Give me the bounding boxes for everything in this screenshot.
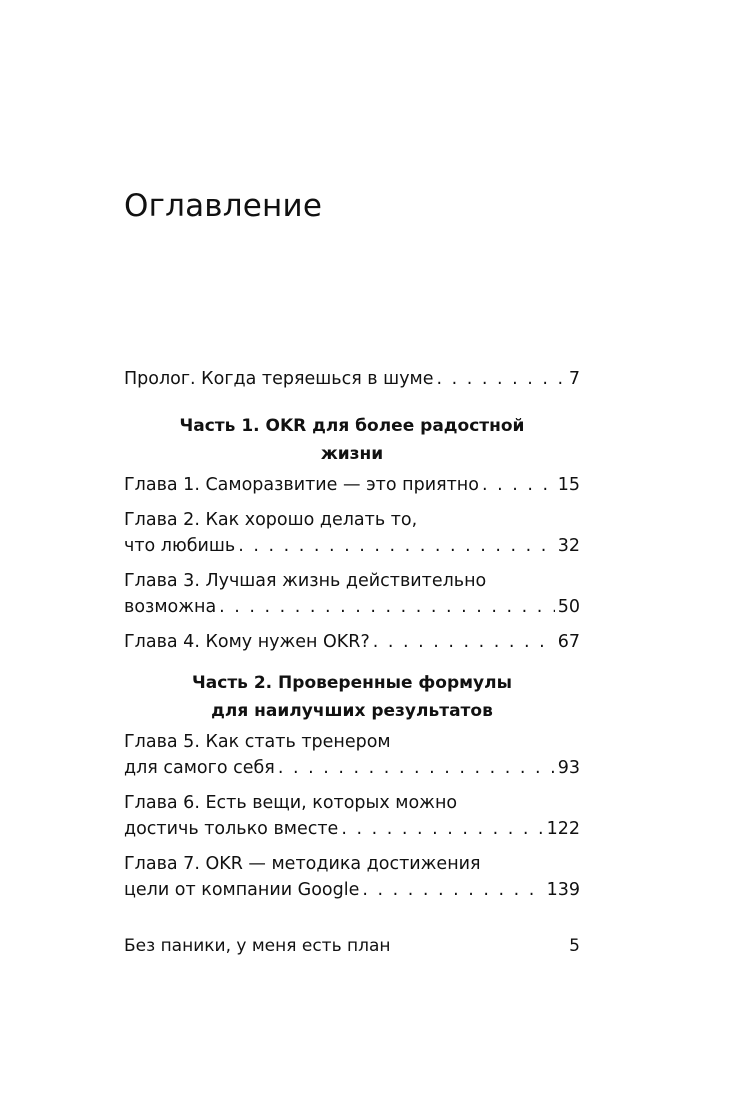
toc-entry-title: Глава 7. OKR — методика достижения: [124, 854, 481, 874]
toc-entry-chapter-3[interactable]: [124, 568, 580, 620]
toc-page-number: 50: [557, 597, 580, 617]
toc-page-number: 32: [557, 536, 580, 556]
toc-entry-title-continued: цели от компании Google: [124, 880, 360, 900]
toc-entry-title-continued: для самого себя: [124, 758, 275, 778]
page-title: Оглавление: [124, 188, 323, 224]
toc-page-number: 67: [557, 632, 580, 652]
dot-leader: [219, 594, 555, 620]
table-of-contents: [124, 366, 580, 903]
dot-leader: [278, 755, 555, 781]
toc-entry-chapter-5[interactable]: [124, 729, 580, 781]
toc-entry-title: Пролог. Когда теряешься в шуме: [124, 369, 434, 389]
toc-entry-chapter-7[interactable]: [124, 851, 580, 903]
toc-entry-title: Глава 3. Лучшая жизнь действительно: [124, 571, 487, 591]
part-heading-2: Часть 2. Проверенные формулы для наилучших результатов: [192, 673, 512, 721]
toc-page-number: 93: [557, 758, 580, 778]
toc-page-number: 139: [546, 880, 580, 900]
toc-page-number: 122: [546, 819, 580, 839]
part-heading-1: Часть 1. OKR для более радостной жизни: [179, 416, 525, 464]
toc-entry-prologue[interactable]: [124, 366, 580, 392]
toc-entry-title: Глава 5. Как стать тренером: [124, 732, 391, 752]
toc-page-number: 15: [557, 475, 580, 495]
toc-entry-title-continued: что любишь: [124, 536, 236, 556]
dot-leader: [341, 816, 543, 842]
toc-entry-title: Глава 4. Кому нужен OKR?: [124, 632, 370, 652]
toc-entry-title: Глава 2. Как хорошо делать то,: [124, 510, 418, 530]
toc-entry-title: Глава 1. Саморазвитие — это приятно: [124, 475, 479, 495]
toc-entry-title-continued: возможна: [124, 597, 217, 617]
dot-leader: [482, 472, 555, 498]
toc-entry-chapter-1[interactable]: [124, 472, 580, 498]
toc-page-number: 7: [568, 369, 580, 389]
dot-leader: [437, 366, 566, 392]
toc-entry-title: Глава 6. Есть вещи, которых можно: [124, 793, 458, 813]
page-number: 5: [569, 936, 580, 956]
toc-entry-chapter-4[interactable]: [124, 629, 580, 655]
dot-leader: [373, 629, 555, 655]
toc-entry-title-continued: достичь только вместе: [124, 819, 339, 839]
toc-entry-chapter-2[interactable]: [124, 507, 580, 559]
toc-entry-chapter-6[interactable]: [124, 790, 580, 842]
dot-leader: [238, 533, 555, 559]
page-footer: [124, 936, 580, 956]
running-title: Без паники, у меня есть план: [124, 936, 391, 956]
dot-leader: [362, 877, 543, 903]
